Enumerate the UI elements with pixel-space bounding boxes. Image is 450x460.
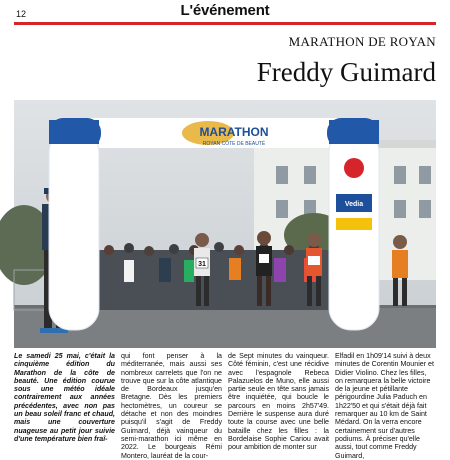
article-column-2: qui font penser à la méditerranée, mais aussi ses nombreux carrelets que l'on ne trouve que sur la côte atlantique de Bordeaux jusqu'en Bretagne. Dès les premiers hectomètres, un coureur se détache et non des moindres puisqu'il s'agit de Freddy Guimard, déjà vainqueur du semi-marathon ici même en 2022. Le bourgeais Rémi Montero, lauréat de la cour- <box>121 352 222 460</box>
page-number: 12 <box>16 9 27 19</box>
article-column-1: Le samedi 25 mai, c'était la cinquième édition du Marathon de la côte de beauté. Une édition courue sous une météo idéale contrairement aux années précédentes, avec non pas un beau soleil franc et chaud, mais une couverture nuageuse au petit jour suivie d'une température bien fraî- <box>14 352 115 443</box>
arch-banner-text: MARATHON <box>199 125 269 139</box>
article-headline: Freddy Guimard <box>256 57 436 87</box>
arch-sub-text: ROYAN CÔTE DE BEAUTÉ <box>202 141 266 147</box>
race-start-illustration <box>14 100 436 348</box>
section-title: L'événement <box>180 2 270 19</box>
article-column-3: de Sept minutes du vainqueur. Côté féminin, c'est une récidive avec l'espagnole Rebeca Palazuelos de Muno, elle aussi partie seule en tête sans jamais être inquiétée, qui boucle le parcours en moins 2h57'49. Derrière le suspense aura duré toute la course avec une belle bataille chez les filles : la Bordelaise Sophie Cariou avait pour ambition de monter sur <box>228 352 329 452</box>
article-kicker: MARATHON DE ROYAN <box>288 34 436 49</box>
race-photo <box>14 100 436 348</box>
sponsor-sign-text: Vedia <box>344 201 364 208</box>
bib-number: 31 <box>198 261 206 268</box>
header-rule <box>14 22 436 25</box>
article-body <box>14 352 436 460</box>
article-column-4: Elfadil en 1h09'14 suivi à deux minutes de Corentin Mounier et Didier Violino. Chez les filles, on remarquera la belle victoire de la jeune et pétillante périgourdine Julia Paduch en 1h22'50 et qui s'était déjà fait remarquer au 10 km de Saint Médard. On la verra encore certainement sur d'autres podiums. À préciser qu'elle aussi, tout comme Freddy Guimard, <box>335 352 434 460</box>
